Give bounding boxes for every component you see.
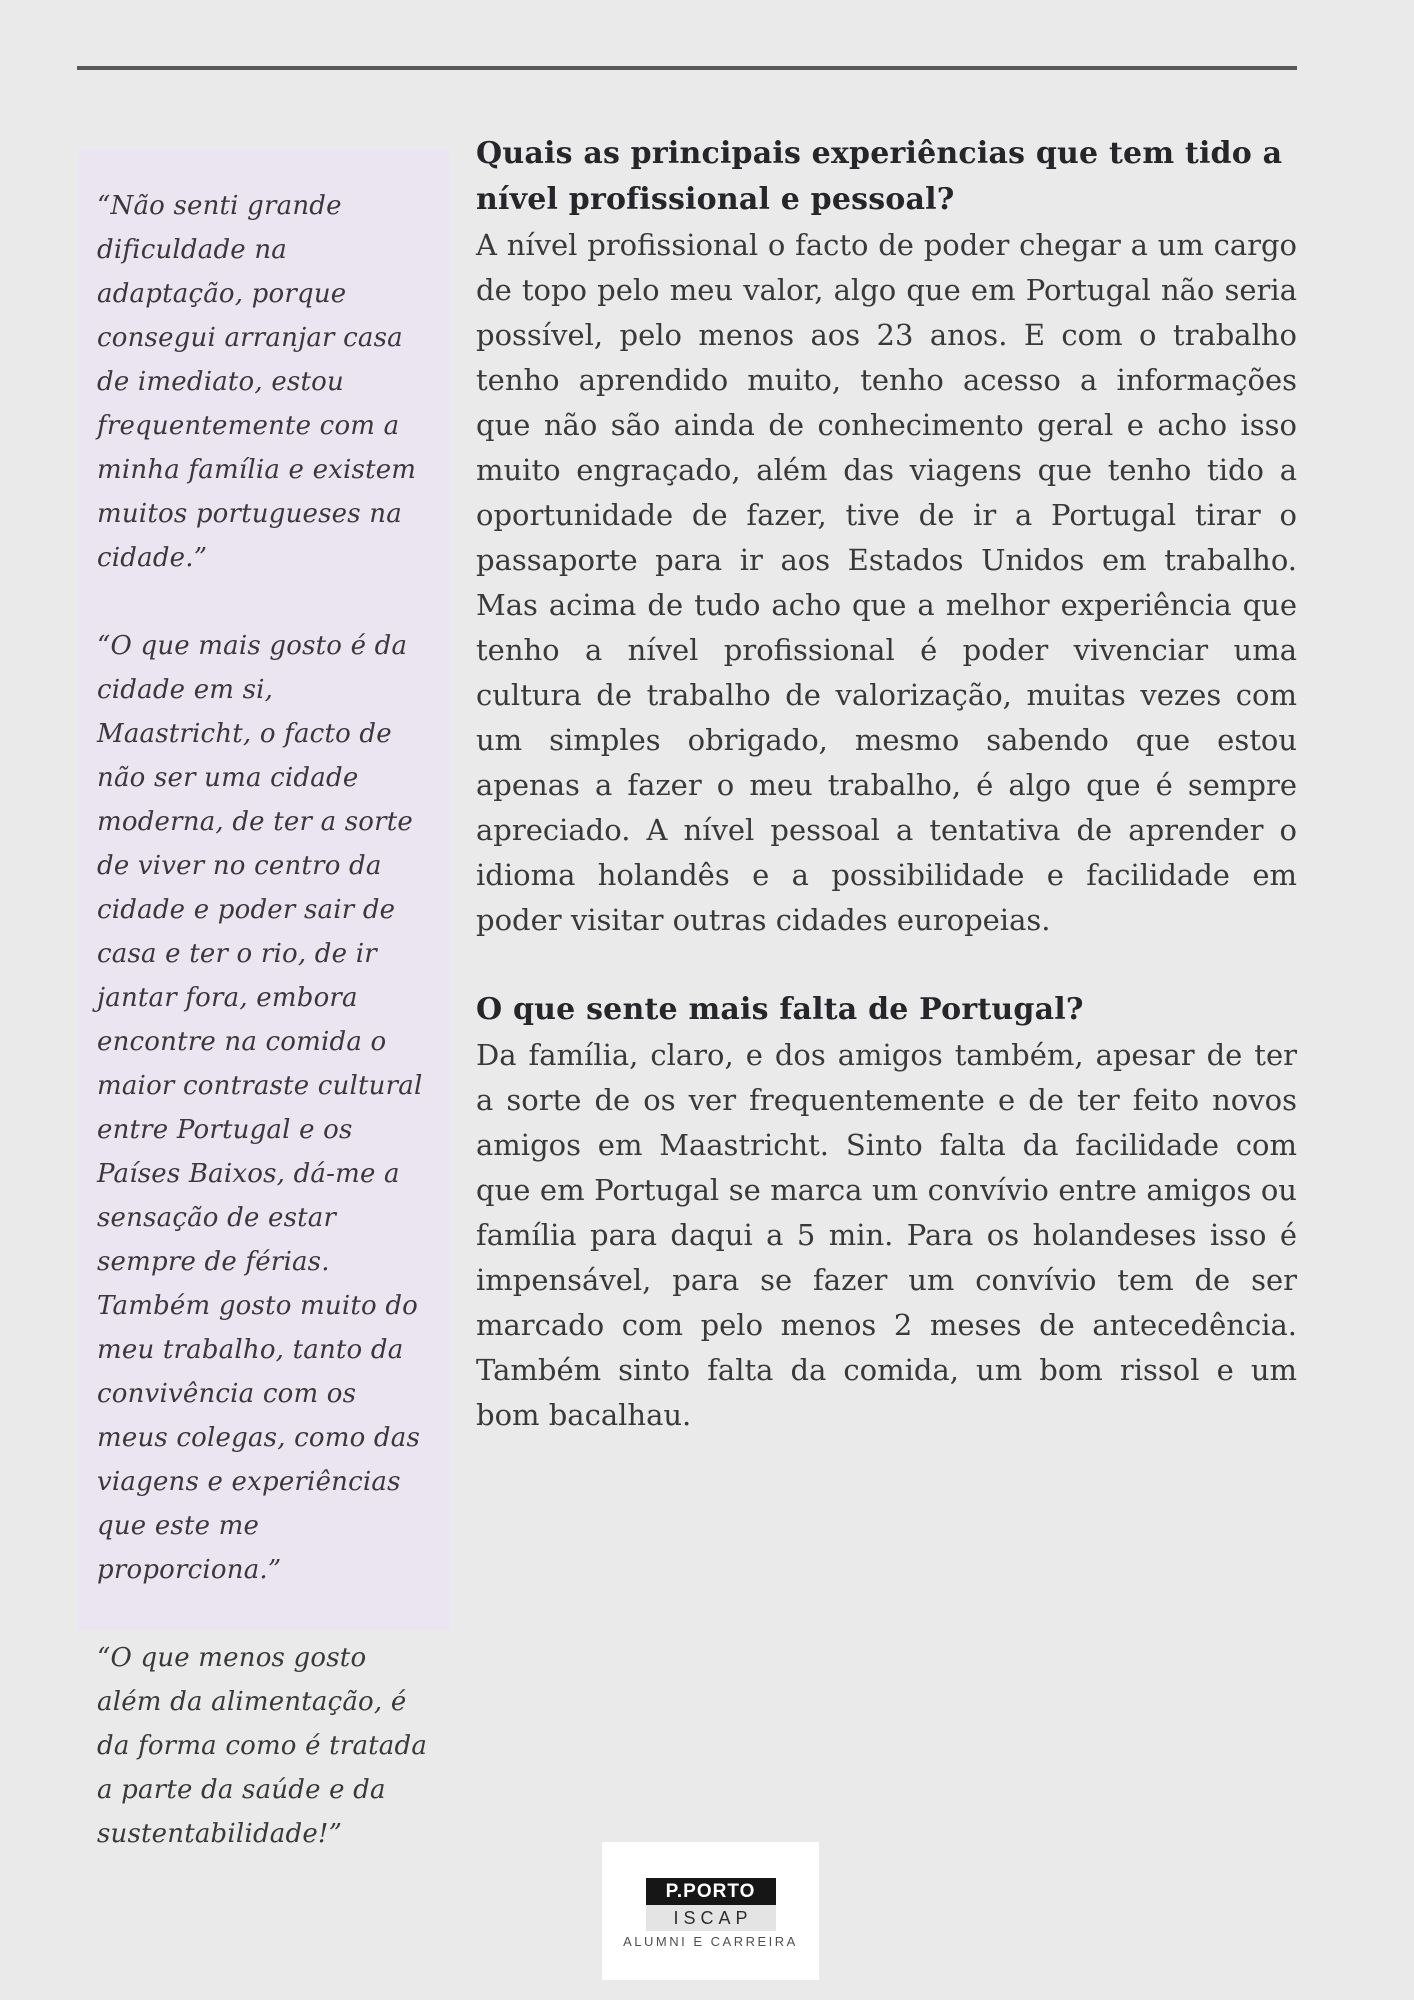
- quote-panel: [78, 150, 450, 1849]
- interview-section: [476, 987, 1297, 1438]
- answer-paragraph: Da família, claro, e dos amigos também, apesar de ter a sorte de os ver frequentemente e de ter feito novos amigos em Maastricht. Sinto falta da facilidade com que em Portugal se marca um convívio entre amigos ou família para daqui a 5 min. Para os holandeses isso é impensável, para se fazer um convívio tem de ser marcado com pelo menos 2 meses de antecedência. Também sinto falta da comida, um bom rissol e um bom bacalhau.: [476, 1038, 1297, 1432]
- logo-card: [602, 1842, 819, 1980]
- quote-paragraph: “O que menos gosto além da alimentação, é da forma como é tratada a parte da saúde e da sustentabilidade!”: [97, 1643, 428, 1849]
- question-heading: Quais as principais experiências que tem tido a nível profissional e pessoal?: [476, 136, 1283, 217]
- pporto-logo: P.PORTO: [646, 1878, 776, 1905]
- iscap-logo: ISCAP: [646, 1905, 776, 1931]
- logo-tagline: ALUMNI E CARREIRA: [623, 1934, 798, 1949]
- divider-rule: [77, 66, 1297, 70]
- quote-paragraph: “Não senti grande dificuldade na adaptação, porque consegui arranjar casa de imediato, estou frequentemente com a minha família e existem muitos portugueses na cidade.”: [97, 191, 417, 573]
- interview-section: [476, 131, 1297, 943]
- answer-paragraph: A nível profissional o facto de poder chegar a um cargo de topo pelo meu valor, algo que em Portugal não seria possível, pelo menos aos 23 anos. E com o trabalho tenho aprendido muito, tenho acesso a informações que não são ainda de conhecimento geral e acho isso muito engraçado, além das viagens que tenho tido a oportunidade de fazer, tive de ir a Portugal tirar o passaporte para ir aos Estados Unidos em trabalho. Mas acima de tudo acho que a melhor experiência que tenho a nível profissional é poder vivenciar uma cultura de trabalho de valorização, muitas vezes com um simples obrigado, mesmo sabendo que estou apenas a fazer o meu trabalho, é algo que é sempre apreciado. A nível pessoal a tentativa de aprender o idioma holandês e a possibilidade e facilidade em poder visitar outras cidades europeias.: [476, 228, 1297, 937]
- interview-column: [476, 131, 1297, 1438]
- quote-paragraph: “O que mais gosto é da cidade em si, Maastricht, o facto de não ser uma cidade moderna, de ter a sorte de viver no centro da cidade e poder sair de casa e ter o rio, de ir jantar fora, embora encontre na comida o maior contraste cultural entre Portugal e os Países Baixos, dá-me a sensação de estar sempre de férias. Também gosto muito do meu trabalho, tanto da convivência com os meus colegas, como das viagens e experiências que este me proporciona.”: [97, 631, 423, 1585]
- question-heading: O que sente mais falta de Portugal?: [476, 992, 1084, 1027]
